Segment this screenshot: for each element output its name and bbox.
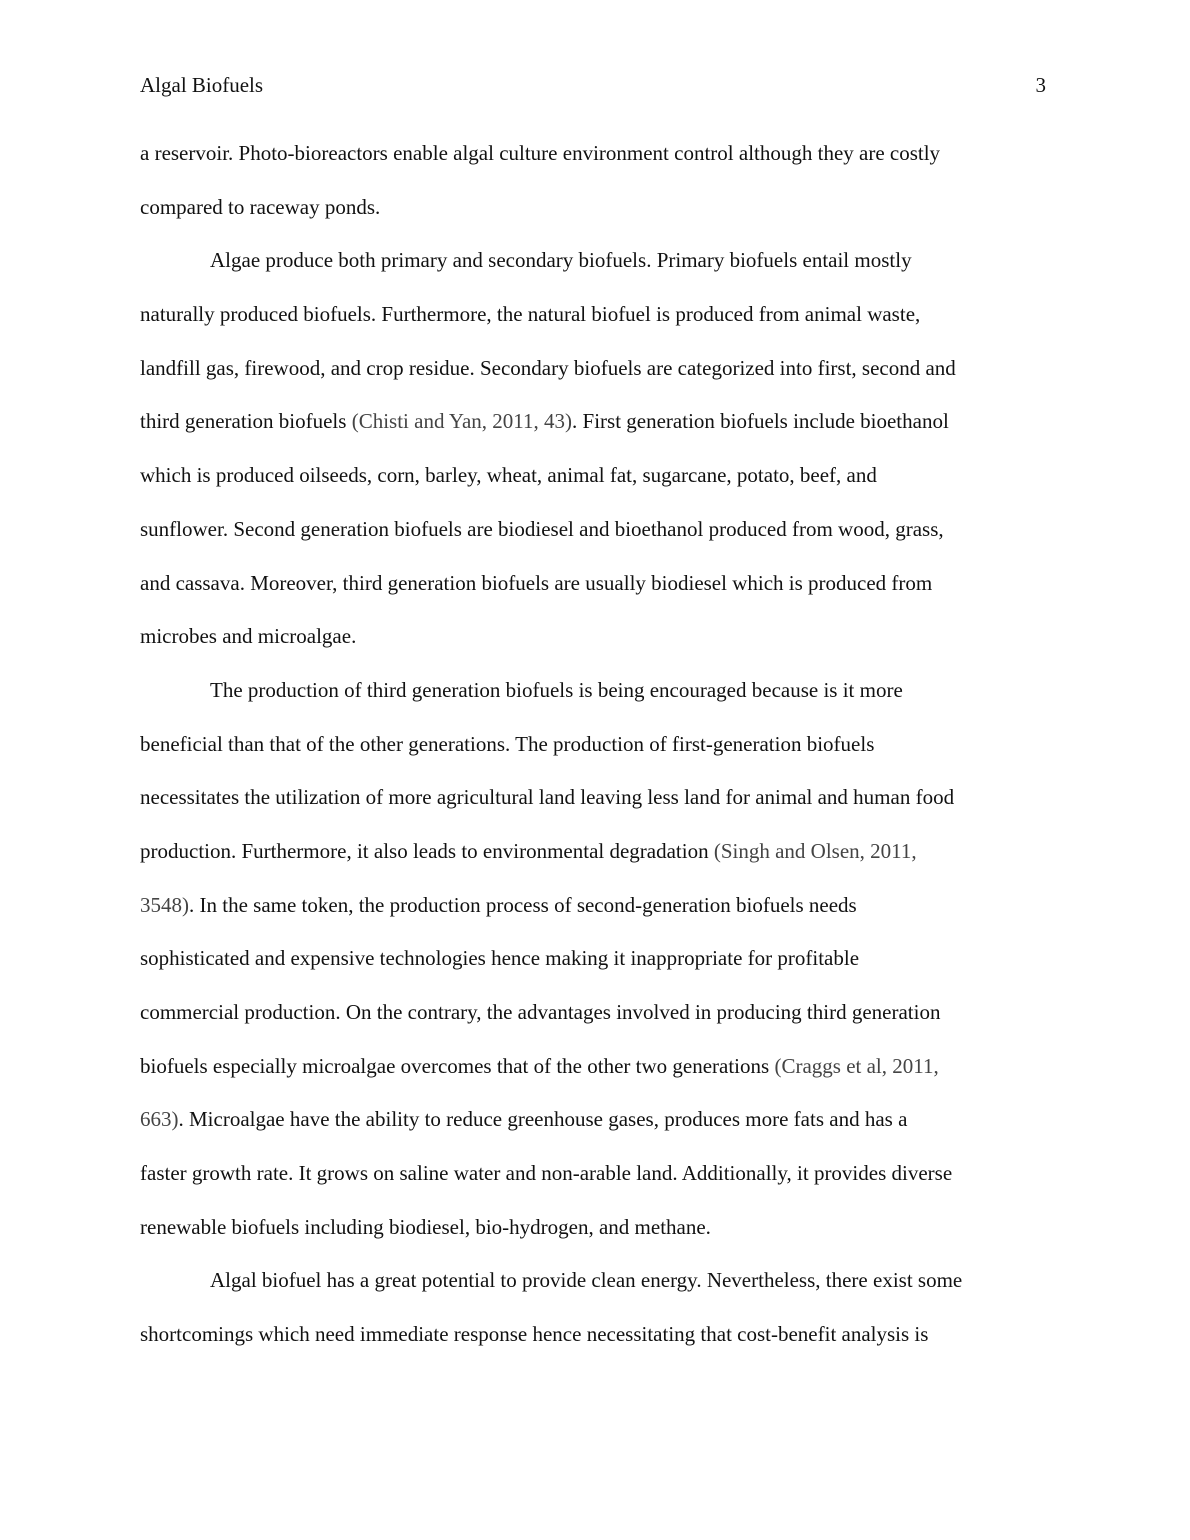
text-segment: commercial production. On the contrary, the advantages involved in producing third generation bbox=[140, 1000, 941, 1024]
text-line bbox=[140, 718, 1050, 772]
text-line bbox=[140, 879, 1050, 933]
text-line bbox=[140, 342, 1050, 396]
text-line bbox=[140, 557, 1050, 611]
text-segment: microbes and microalgae. bbox=[140, 624, 357, 649]
text-line bbox=[140, 771, 1050, 825]
text-line bbox=[140, 503, 1050, 557]
text-line bbox=[140, 234, 1050, 288]
text-segment: third generation biofuels bbox=[140, 409, 352, 434]
text-segment: Algal biofuel has a great potential to provide clean energy. Nevertheless, there exist some bbox=[210, 1268, 963, 1293]
text-line bbox=[140, 932, 1050, 986]
text-segment: faster growth rate. It grows on saline water and non-arable land. Additionally, it provides diverse bbox=[140, 1161, 953, 1186]
paragraph bbox=[140, 127, 1050, 234]
citation: 3548) bbox=[140, 892, 189, 917]
running-head bbox=[140, 70, 1046, 100]
text-segment: . Microalgae have the ability to reduce greenhouse gases, produces more fats and has a bbox=[178, 1107, 908, 1132]
paragraph bbox=[140, 234, 1050, 664]
text-segment: Algae produce both primary and secondary biofuels. Primary biofuels entail mostly bbox=[210, 248, 912, 273]
paragraph bbox=[140, 664, 1050, 1255]
text-segment: beneficial than that of the other generations. The production of first-generation biofuels bbox=[140, 731, 875, 756]
text-segment: biofuels especially microalgae overcomes that of the other two generations bbox=[140, 1053, 775, 1078]
text-line bbox=[140, 1040, 1050, 1094]
text-line bbox=[140, 986, 1050, 1040]
text-line bbox=[140, 288, 1050, 342]
text-segment: naturally produced biofuels. Furthermore, the natural biofuel is produced from animal waste, bbox=[140, 302, 921, 327]
citation: 663) bbox=[140, 1107, 179, 1132]
text-segment: sophisticated and expensive technologies hence making it inappropriate for profitable bbox=[140, 946, 860, 971]
text-segment: necessitates the utilization of more agricultural land leaving less land for animal and human food bbox=[140, 785, 955, 810]
text-segment: renewable biofuels including biodiesel, bio-hydrogen, and methane. bbox=[140, 1214, 711, 1239]
citation: (Craggs et al, 2011, bbox=[774, 1053, 939, 1078]
page-number: 3 bbox=[1035, 73, 1046, 97]
text-line bbox=[140, 1147, 1050, 1201]
text-line bbox=[140, 1254, 1050, 1308]
text-line bbox=[140, 1308, 1050, 1362]
text-segment: a reservoir. Photo-bioreactors enable algal culture environment control although they are costly bbox=[140, 141, 941, 165]
text-line bbox=[140, 181, 1050, 235]
text-segment: . First generation biofuels include bioethanol bbox=[572, 409, 949, 434]
text-segment: which is produced oilseeds, corn, barley, wheat, animal fat, sugarcane, potato, beef, and bbox=[140, 463, 877, 488]
citation: (Chisti and Yan, 2011, 43) bbox=[351, 409, 573, 434]
text-line bbox=[140, 127, 1050, 181]
text-line bbox=[140, 449, 1050, 503]
text-segment: compared to raceway ponds. bbox=[140, 194, 381, 219]
citation: (Singh and Olsen, 2011, bbox=[713, 838, 917, 863]
text-segment: . In the same token, the production process of second-generation biofuels needs bbox=[189, 892, 857, 917]
text-segment: and cassava. Moreover, third generation biofuels are usually biodiesel which is produced from bbox=[140, 570, 933, 595]
running-head-title: Algal Biofuels bbox=[140, 73, 264, 97]
text-line bbox=[140, 610, 1050, 664]
text-segment: production. Furthermore, it also leads to environmental degradation bbox=[140, 838, 714, 863]
body-text bbox=[140, 127, 1050, 1362]
text-line bbox=[140, 664, 1050, 718]
paragraph bbox=[140, 1254, 1050, 1361]
text-line bbox=[140, 395, 1050, 449]
text-segment: sunflower. Second generation biofuels are biodiesel and bioethanol produced from wood, grass, bbox=[140, 516, 944, 541]
text-segment: landfill gas, firewood, and crop residue. Secondary biofuels are categorized into first, second and bbox=[140, 355, 956, 380]
text-segment: shortcomings which need immediate response hence necessitating that cost-benefit analysis is bbox=[140, 1322, 929, 1347]
text-line bbox=[140, 825, 1050, 879]
text-segment: The production of third generation biofuels is being encouraged because is it more bbox=[210, 677, 903, 702]
text-line bbox=[140, 1093, 1050, 1147]
text-line bbox=[140, 1201, 1050, 1255]
